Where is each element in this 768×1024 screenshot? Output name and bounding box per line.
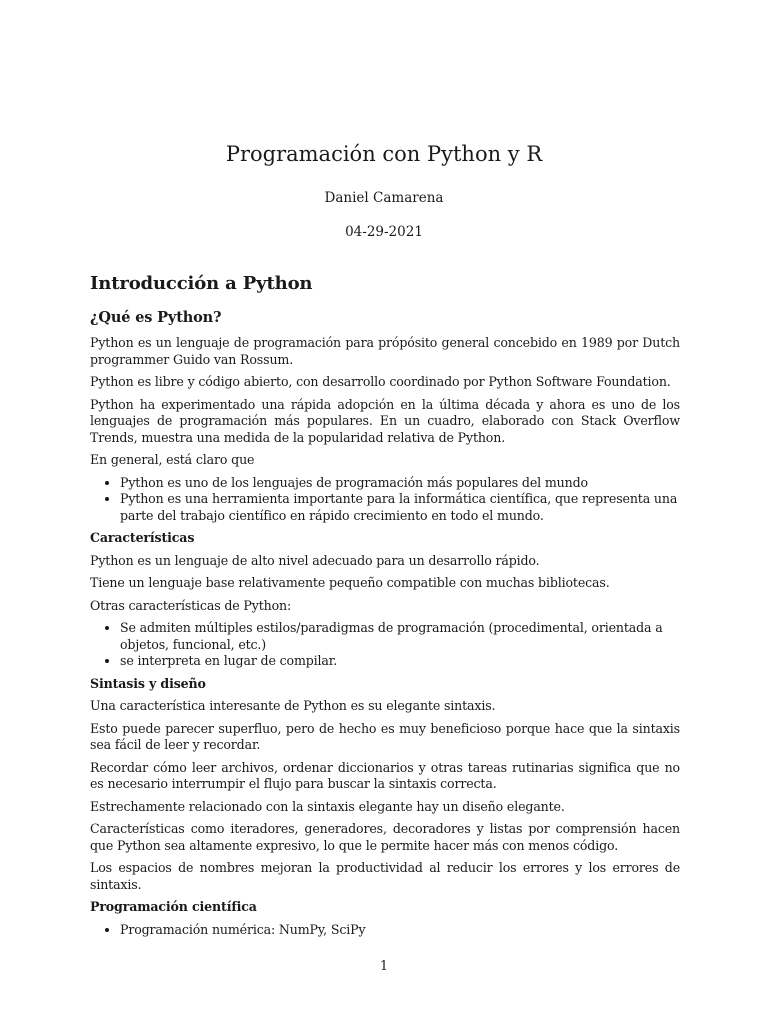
page-number: 1 [379, 958, 388, 973]
bullet-list [90, 475, 680, 525]
paragraph: Recordar cómo leer archivos, ordenar diccionarios y otras tareas rutinarias significa que no es necesario interrumpir el flujo para buscar la sintaxis correcta. [90, 759, 680, 791]
paragraph: Los espacios de nombres mejoran la productividad al reducir los errores y los errores de sintaxis. [90, 860, 680, 892]
paragraph: Otras características de Python: [90, 597, 292, 613]
bullet-item: • Se admiten múltiples estilos/paradigmas de programación (procedimental, orientada a objetos, funcional, etc.) [120, 620, 680, 653]
document-author: Daniel Camarena [324, 190, 444, 206]
subsubsection-heading: Características [90, 530, 195, 545]
paragraph: Esto puede parecer superfluo, pero de hecho es muy beneficioso porque hace que la sintaxis sea fácil de leer y recordar. [90, 720, 680, 752]
paragraph: Una característica interesante de Python es su elegante sintaxis. [90, 698, 496, 713]
section-heading: Introducción a Python [90, 273, 313, 294]
paragraph: Python es un lenguaje de programación para própósito general concebido en 1989 por Dutch programmer Guido van Rossum. [90, 335, 680, 367]
bullet-list [90, 922, 680, 939]
paragraph: Estrechamente relacionado con la sintaxis elegante hay un diseño elegante. [90, 798, 565, 814]
bullet-item: • Python es uno de los lenguajes de programación más populares del mundo [120, 475, 680, 492]
subsubsection-heading: Sintasis y diseño [90, 675, 206, 691]
bullet-list [90, 620, 680, 670]
document-body [90, 272, 680, 944]
bullet-item: • se interpreta en lugar de compilar. [120, 653, 680, 670]
paragraph: Python es un lenguaje de alto nivel adecuado para un desarrollo rápido. [90, 552, 540, 568]
bullet-item: • Python es una herramienta importante para la informática científica, que representa una parte del trabajo científico en rápido crecimiento en todo el mundo. [120, 491, 680, 524]
paragraph: Características como iteradores, generadores, decoradores y listas por comprensión hacen que Python sea altamente expresivo, lo que le permite hacer más con menos código. [90, 821, 680, 853]
paragraph: Tiene un lenguaje base relativamente pequeño compatible con muchas bibliotecas. [90, 575, 610, 590]
paragraph: Python es libre y código abierto, con desarrollo coordinado por Python Software Foundation. [90, 374, 671, 389]
subsubsection-heading: Programación científica [90, 899, 257, 914]
paragraph: En general, está claro que [90, 452, 255, 467]
document-title: Programación con Python y R [225, 142, 543, 166]
paragraph: Python ha experimentado una rápida adopción en la última década y ahora es uno de los lenguajes de programación más populares. En un cuadro, elaborado con Stack Overflow Trends, muestra una medida de la popularidad relativa de Python. [90, 396, 680, 445]
document-date: 04-29-2021 [345, 224, 423, 240]
title-block [0, 140, 768, 240]
subsection-heading: ¿Qué es Python? [90, 309, 222, 326]
bullet-item: • Programación numérica: NumPy, SciPy [120, 922, 680, 939]
